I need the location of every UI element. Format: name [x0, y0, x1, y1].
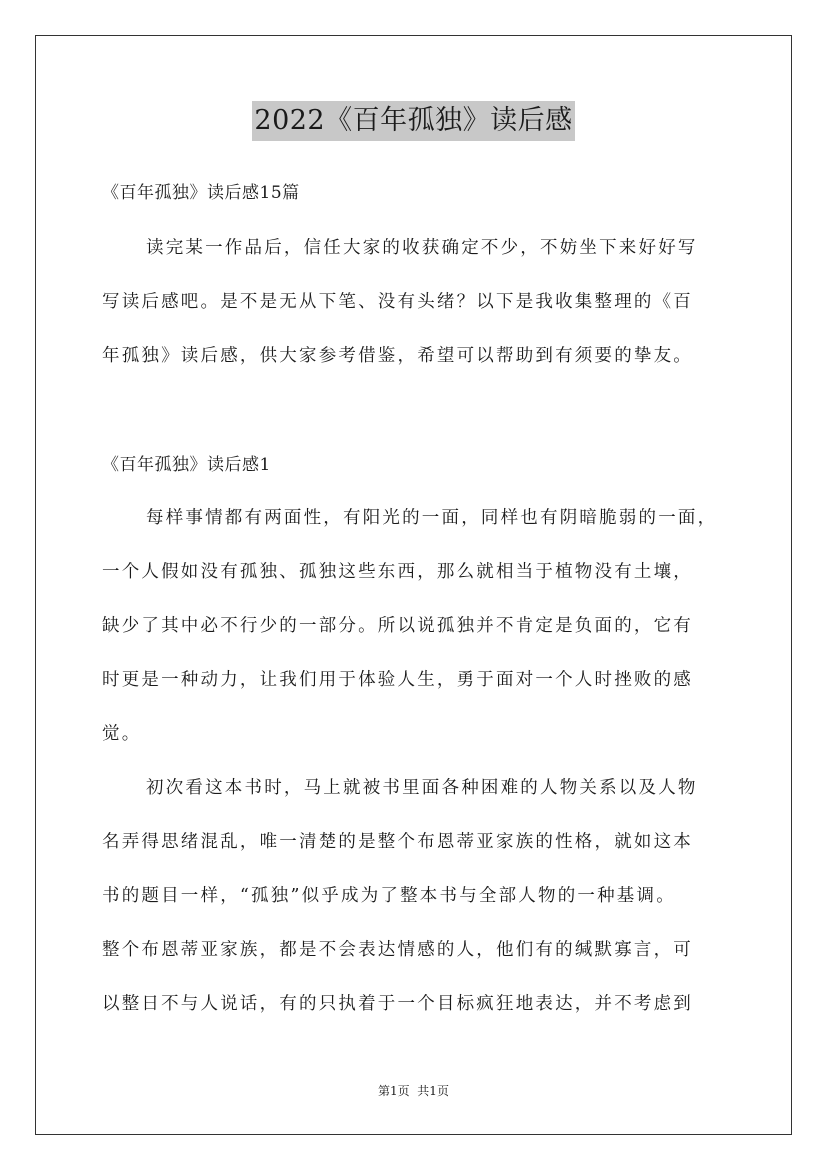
intro-line-2: 写读后感吧。是不是无从下笔、没有头绪？以下是我收集整理的《百: [102, 292, 693, 312]
para2-line-5: 以整日不与人说话，有的只执着于一个目标疯狂地表达，并不考虑到: [102, 994, 693, 1014]
para1-line-2: 一个人假如没有孤独、孤独这些东西，那么就相当于植物没有土壤，: [102, 562, 693, 582]
para1-line-4: 时更是一种动力，让我们用于体验人生，勇于面对一个人时挫败的感: [102, 670, 693, 690]
para2-line-4: 整个布恩蒂亚家族，都是不会表达情感的人，他们有的缄默寡言，可: [102, 940, 693, 960]
para1-line-1: 每样事情都有两面性，有阳光的一面，同样也有阴暗脆弱的一面，: [146, 508, 718, 528]
para2-line-3: 书的题目一样，“孤独”似乎成为了整本书与全部人物的一种基调。: [102, 886, 676, 906]
intro-line-3: 年孤独》读后感，供大家参考借鉴，希望可以帮助到有须要的挚友。: [102, 346, 693, 366]
para1-line-3: 缺少了其中必不行少的一部分。所以说孤独并不肯定是负面的，它有: [102, 616, 693, 636]
document-subtitle: 《百年孤独》读后感15篇: [102, 183, 300, 203]
document-title: 2022《百年孤独》读后感: [252, 101, 574, 141]
title-container: [0, 101, 827, 141]
page-number-footer: 第1页 共1页: [378, 1084, 449, 1098]
para2-line-1: 初次看这本书时，马上就被书里面各种困难的人物关系以及人物: [146, 778, 698, 798]
intro-line-1: 读完某一作品后，信任大家的收获确定不少，不妨坐下来好好写: [146, 238, 698, 258]
para2-line-2: 名弄得思绪混乱，唯一清楚的是整个布恩蒂亚家族的性格，就如这本: [102, 832, 693, 852]
section-heading: 《百年孤独》读后感1: [102, 455, 271, 475]
para1-line-5: 觉。: [102, 724, 142, 744]
